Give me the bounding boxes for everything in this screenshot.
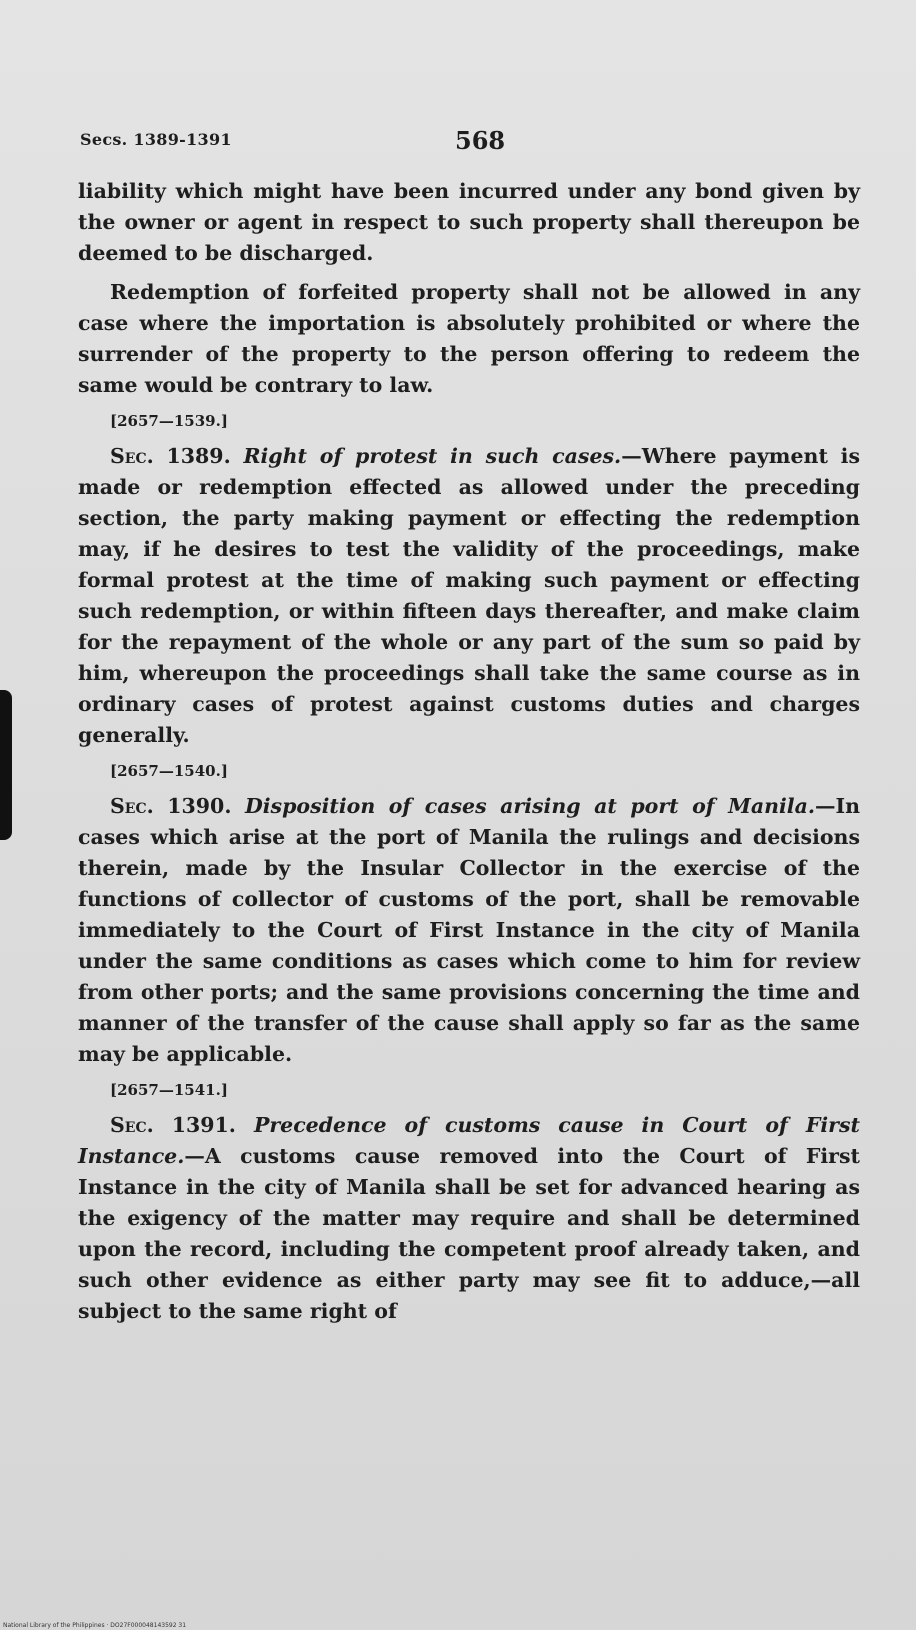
section-1391-title: Precedence of customs cause in Court of First Instance. — [78, 1113, 860, 1168]
page-body — [78, 176, 860, 1335]
section-1390-number: Sec. 1390. — [110, 794, 232, 818]
citation-1540: [2657—1540.] — [110, 762, 228, 780]
section-1391-number: Sec. 1391. — [110, 1113, 236, 1137]
section-1389-text: —Where payment is made or redemption effected as allowed under the preceding section, the party making payment or effecting the redemption may, if he desires to test the validity of the proceedings, make formal protest at the time of making such payment or effecting such redemption, or within fifteen days thereafter, and make claim for the repayment of the whole or any part of the sum so paid by him, whereupon the proceedings shall take the same course as in ordinary cases of protest against customs duties and charges generally. — [78, 444, 861, 747]
binding-shadow — [0, 690, 12, 840]
citation-1541: [2657—1541.] — [110, 1081, 228, 1099]
page-number: 568 — [455, 126, 506, 155]
section-1391-text: —A customs cause removed into the Court of First Instance in the city of Manila shall be set for advanced hearing as the exigency of the matter may require and shall be determined upon the record, including the competent proof already taken, and such other evidence as either party may see fit to adduce,—all subject to the same right of — [78, 1144, 860, 1323]
citation-1539: [2657—1539.] — [110, 412, 228, 430]
section-1389 — [78, 441, 860, 751]
redemption-paragraph: Redemption of forfeited property shall not be allowed in any case where the importation is absolutely prohibited or where the surrender of the property to the person offering to redeem the same would be contrary to law. — [78, 280, 860, 397]
section-1390-text: —In cases which arise at the port of Manila the rulings and decisions therein, made by the Insular Collector in the exercise of the functions of collector of customs of the port, shall be removable immediately to the Court of First Instance in the city of Manila under the same conditions as cases which come to him for review from other ports; and the same provisions concerning the time and manner of the transfer of the cause shall apply so far as the same may be applicable. — [78, 794, 860, 1066]
page-header — [80, 126, 860, 156]
continuation-paragraph: liability which might have been incurred under any bond given by the owner or agent in respect to such property shall thereupon be deemed to be discharged. — [78, 179, 860, 265]
section-1390 — [78, 791, 860, 1070]
section-1391 — [78, 1110, 860, 1327]
section-1390-title: Disposition of cases arising at port of Manila. — [244, 794, 815, 818]
section-1389-number: Sec. 1389. — [110, 444, 231, 468]
section-1389-title: Right of protest in such cases. — [243, 444, 622, 468]
running-head: Secs. 1389-1391 — [80, 130, 232, 149]
scan-credit: National Library of the Philippines · DO27F000048143592 31 — [3, 1622, 187, 1629]
